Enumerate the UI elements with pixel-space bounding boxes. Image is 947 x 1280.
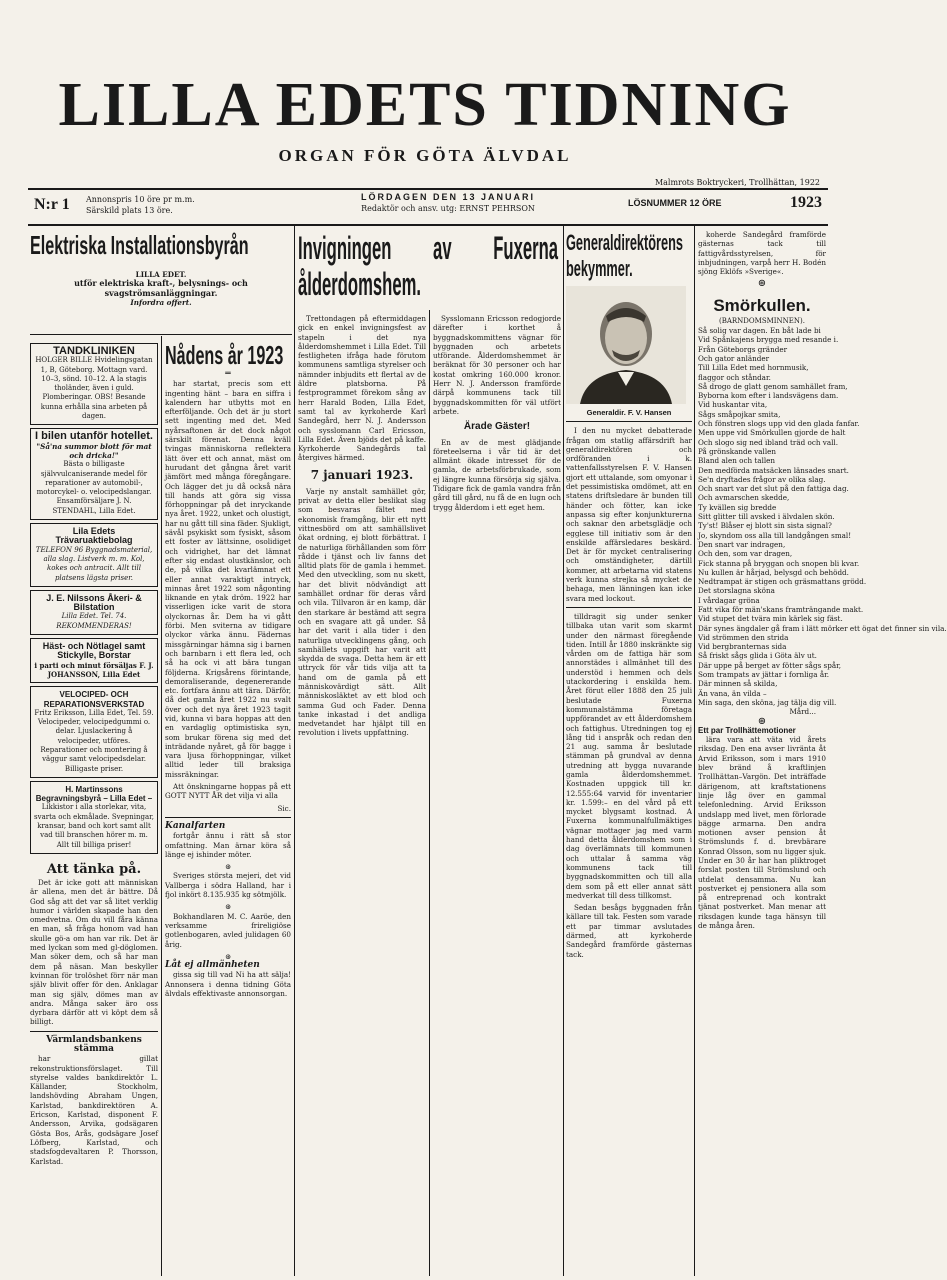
poem-line: Så drogo de glatt genom samhället fram, xyxy=(698,381,848,391)
ad-price-line-1: Annonspris 10 öre pr m.m. xyxy=(86,195,195,204)
newyear-wish: Att önskningarne hoppas på ett GOTT NYTT ÅR det vilja vi alla xyxy=(165,782,291,801)
ornament: ═ xyxy=(225,369,231,379)
poem-line: Bland alen och tallen xyxy=(698,456,776,466)
info-rule xyxy=(28,224,828,226)
poem-line: I vårdagar gröna xyxy=(698,595,760,605)
poem-line: Där synes ängdaler gå fram i lätt mörker ett ögat det finner sin vila. xyxy=(698,623,947,633)
poem-line: Fick stanna på bryggan och snopen bli kvar. xyxy=(698,558,860,568)
article-body: Det är icke gott att människan är allena, men det är bättre. Då God såg att det var så litet verklig humor i världen skapade han den omedvetna. Om du vill fåra känna en man, så fråga honom vad han skulle gö-a om han var rik. Det är med lyckan som med gl-döglomen. Man söker dem, och så har man dem på näsan. Man beskyller kvinnan för trolöshet förr när man själv blivit offer för den. Anklagar man sig själv, dömes man av andra. Många saker äro oss dyrbara därför att vi köpt dem så billigt. xyxy=(30,877,158,1027)
ad-body: HOLGER BILLE Hvidelingsgatan 1, B, Göteborg. Mottagn vard. 10–3, sönd. 10–12. A la stagis tholänder, även i guld. Plomberingar. OBS! Besande kunna erhålla sina arbeten på dagen. xyxy=(35,356,153,421)
issue-date: LÖRDAGEN DEN 13 JANUARI xyxy=(360,192,536,202)
newyear-head: Nådens år 1923 xyxy=(165,340,284,370)
poem-line: Och den, som var dragen, xyxy=(698,549,793,559)
ornament: ⊛ xyxy=(757,715,767,727)
poem-line: Så solig var dagen. En båt lade bi xyxy=(698,326,821,336)
ad-box xyxy=(30,428,158,520)
article-head: Att tänka på. xyxy=(46,861,142,877)
poem-line: Och gator anländer xyxy=(698,353,770,363)
article-body: Sedan besågs byggnaden från källare till tak. Festen som varade ett par timmar avslutades därmed, att kyrkoherde Sandegård framförde gästernas tack. xyxy=(566,903,692,959)
poem-line: Se'n dryftades frågor av olika slag. xyxy=(698,474,826,484)
article-head: Ärade Gäster! xyxy=(463,421,531,433)
poem-line: Och avmarschen skedde, xyxy=(698,493,790,503)
installation-ad-head: Elektriska Installationsbyrån xyxy=(30,230,249,260)
masthead-title: LILLA EDETS TIDNING xyxy=(58,71,792,139)
ad-box xyxy=(30,590,158,635)
article-body: gissa sig till vad Ni ha att sälja! Annonsera i denna tidning Göta älvdals effektivaste annonsorgan. xyxy=(165,970,291,998)
ad-body: Likkistor i alla storlekar, vita, svarta och ekmålade. Svepningar, kransar, band och kort samt allt vad till branschen hörer m. m. Allt till billiga priser! xyxy=(34,803,154,849)
poem-line: Sitt glitter till avsked i älvdalen skön. xyxy=(698,512,835,522)
poem-line: Den medförda matsäcken länsades snart. xyxy=(698,465,849,475)
column-divider xyxy=(294,226,295,1276)
poem-line: Vid stupet det tvära min kärlek sig fäst. xyxy=(698,614,843,624)
ad-body: TELEFON 96 Byggnadsmaterial, alla slag. Listverk m. m. Kol, kokes och antracit. Allt till platsens lägsta priser. xyxy=(35,545,153,582)
article-body: har gillat rekonstruktionsförslaget. Till styrelse valdes bankdirektör L. Källander, Stockholm, landshövding Abraham Ungen, Karlstad, bankdirektören A. Ericson, Karlstad, disponent F. Andersson, Arvika, godsägaren Gösta Bos, Arås, godsägare Josef Löfberg, Karlstad, och stadsfogdevaltaren P. Thorsson, Karlstad. xyxy=(30,1054,158,1166)
smorkullen-column xyxy=(698,230,947,1275)
speech-date-head: 7 januari 1923. xyxy=(310,467,414,482)
poem-line: Än vana, än vilda – xyxy=(698,688,767,698)
portrait-engraving xyxy=(566,286,686,404)
poem-line: Byborna kom efter i landsvägens dam. xyxy=(698,391,839,401)
poem-line: Jo, skyndom oss alla till landgången smal! xyxy=(698,530,852,540)
ads-column xyxy=(30,340,158,1275)
article-body: koherde Sandegård framförde gästernas tack till fattigvårdsstyrelsen, för inbjudningen, varpå herr H. Bodén sjöng Eklöfs »Sverige«. xyxy=(698,230,826,277)
poem-line: Vid strömmen den strida xyxy=(698,632,789,642)
portrait-caption: Generaldir. F. V. Hansen xyxy=(586,408,672,417)
ornament: ⊛ xyxy=(224,862,232,872)
poem-text xyxy=(698,326,947,707)
ad-head: Häst- och Nötlagel samt Stickylle, Borstar xyxy=(42,641,146,661)
portrait-image xyxy=(566,286,706,404)
single-copy-price: LÖSNUMMER 12 ÖRE xyxy=(628,198,722,208)
ad-body: i parti och minut försäljas F. J. JOHANSSON, Lilla Edet xyxy=(34,660,154,679)
column-divider xyxy=(563,226,564,1276)
poem-line: Vid huskantar vita, xyxy=(698,400,768,410)
poem-line: Så friskt sågs glida i Göta älv ut. xyxy=(698,651,817,661)
poem-line: Och slogo sig ned ibland träd och vall. xyxy=(698,437,838,447)
ornament: ⊛ xyxy=(224,951,232,961)
poem-line: Det storslagna sköna xyxy=(698,586,775,596)
poem-line: Och snart var det slut på den fattiga dag. xyxy=(698,484,849,494)
article-body: Sysslomann Ericsson redogjorde därefter i korthet å byggnadskommittens vägnar för byggnaden och arbetets utförande. Ålderdomshemmet är beräknat för 30 personer och har kostat omkring 160.000 kronor. Herr N. J. Andersson framförde därpå kommunens tack till byggnadskommitten för väl utfört arbete. xyxy=(433,314,561,416)
poem-line: Nedtrampat är stigen och gräsmattans grödd. xyxy=(698,577,867,587)
newyear-column xyxy=(165,340,291,1275)
article-body: I den nu mycket debatterade frågan om statlig affärsdrift har generaldirektören och ordföranden i k. vattenfallsstyrelsen F. V. Hansen gjort ett uttalande, som omyonar i det pessimistiska omdömet, att en statens driftsledare är bunden till händer och fötter, kan icke anpassa sig efter konjunkturerna och saknar den arbetsglädje och egglese till initiativ som är den enskilde affärsledares beskärd. Det är för mycket centralisering och omständigheter, därtill kommer, att arbetarna vid statens verk kunna strejka så mycket de behaga, men länningen kan icke svara med lockout. xyxy=(566,426,692,603)
poem-line: Till Lilla Edet med hornmusik, xyxy=(698,363,809,373)
article-head: Ett par Trollhättemotioner xyxy=(698,725,796,735)
article-body: Trettondagen på eftermiddagen gick en enkel invigningsfest av stapeln i det nya ålderdomshemmet i Lilla Edet. Till festligheten ifråga hade förutom kommunens samtliga styrelser och nämnder inbjudits ett flertal av de äldre platsborna. På festprogrammet förekom sång av herr Harald Boden, Lilla Edet, samt tal av kyrkoherde Karl Sandegård, herr N. J. Andersson och sysslomann Carl Ericsson, Lilla Edet. Även bjöds det på kaffe. Kyrkoherde Sandegårds tal återgives härmed. xyxy=(298,314,426,463)
ad-head: TANDKLINIKEN xyxy=(53,345,135,357)
poem-title: Smörkullen. xyxy=(713,295,811,315)
section-rule xyxy=(165,817,291,818)
printer-credit: Malmrots Boktryckeri, Trollhättan, 1922 xyxy=(654,178,820,187)
invigning-col-b xyxy=(433,314,561,1274)
poem-line: Från Göteborgs gränder xyxy=(698,344,788,354)
poem-line: På grönskande vallen xyxy=(698,446,776,456)
newyear-body: har startat, precis som ett ingenting hänt – bara en siffra i kalendern har utbytts mot en efterföljande. Och det är ju stort sett ingenting med det. Med nyårsaftonen är det dock något särskilt förenat. Denna kväll tvingas människorna reflektera lätt över ett och annat, mäst om hurudant det gångna året varit jämfört med många föregångare. Och lägger det ju då också nära till hands att göra sig vissa förhoppningar på det inryckande nya året. 1922, unket och olustigt, har nu gått till sina fäder. Sjukligt, sävål psykiskt som fysiskt, såsom ett foster av lättsinne, osolidiget och vidrighet, har det lämnat efter sig endast olustkänslor, och de, på vilka det kvarlämnat ett eller annat varaktigt intryck, minnas året 1922 som någonting liknande en ytak dröm. 1922 har visserligen icke varit de stora olyckornas år. Dem ha vi gått förbi. Men sviterna av tidigare olyckor värka ännu. Fädernas missgärningar hämna sig i barnen och barnbarn i ett flera led, och så ha ock vi att bära tungan följderna. Krigsårens förintande, demoraliserande, degenererande etc. fortfara ännu att tära. Därför, då det gamla året 1922 nu svalt över och det nya året 1923 tagit vid, kunna vi bara hoppas att den en vardaglig optimistiska syn, som brukar förena sig med det inträdande nyåret, gå för bagge i vara ljusa förhoppningar, vilket alltid leder till braksiga missräkningar. xyxy=(165,379,291,779)
ad-head: J. E. Nilssons Åkeri- & Bilstation xyxy=(46,592,142,613)
article-head: Värmlandsbankens stämma xyxy=(46,1034,142,1054)
ad-quote: "Så'na summor blott för mat och dricka!" xyxy=(36,441,152,460)
ornament: ⊛ xyxy=(757,278,767,290)
section-rule xyxy=(30,1031,158,1032)
masthead-subtitle: ORGAN FÖR GÖTA ÄLVDAL xyxy=(278,146,572,165)
ad-head: VELOCIPED- OCH REPARATIONSVERKSTAD xyxy=(43,690,145,709)
editor-line: Redaktör och ansv. utg: ERNST PEHRSON xyxy=(361,204,535,213)
article-body: Sveriges största mejeri, det vid Vallberga i södra Halland, har i fjol inkört 8.135.935 kg sötmjölk. xyxy=(165,871,291,900)
invigning-head: Invigningen av Fuxerna ålderdomshem. xyxy=(298,230,558,302)
poem-line: Och fönstren slogs upp vid den glada fanfar. xyxy=(698,419,860,429)
poem-line: Ty'st! Blåser ej blott sin sista signal? xyxy=(698,521,832,531)
ad-box xyxy=(30,523,158,587)
info-bar xyxy=(28,190,828,222)
article-head: Låt ej allmänheten xyxy=(165,960,260,971)
article-head: Kanalfarten xyxy=(165,820,226,831)
poem-line: Sågs småpojkar smita, xyxy=(698,409,781,419)
generaldirektor-head: Generaldirektörens bekymmer. xyxy=(566,230,684,281)
poem-line: Där minnen så skilda, xyxy=(698,679,778,689)
poem-line: Ty kvällen sig bredde xyxy=(698,502,777,512)
poem-subtitle: (BARNDOMSMINNEN). xyxy=(718,316,805,325)
ad-price-line-2: Särskild plats 13 öre. xyxy=(86,206,173,215)
poem-line: Fatt vika för män'skans framträngande makt. xyxy=(698,604,864,614)
poem-line: Nu kullen är hårjad, belysgd och behödd. xyxy=(698,567,849,577)
poem-line: Men uppe vid Smörkullen gjorde de halt xyxy=(698,428,846,438)
issue-year: 1923 xyxy=(790,194,822,211)
poem-line: Min saga, den sköna, jag tälja dig vill. xyxy=(698,697,837,707)
generaldirektor-column xyxy=(566,230,692,1275)
ad-price-info xyxy=(86,194,195,216)
ad-box xyxy=(30,781,158,854)
article-body: lära vara att väta vid årets riksdag. Den ena avser livränta åt Arvid Eriksson, som i mars 1910 blev bränd å kraftlinjen Trollhättan–Vargön. Det inträffade därigenom, att kraftstationens linje låg över en gammal telefonledning. Arvid Eriksson undslapp med livet, men förlorade bägge armarna. Den andra motionen avser pension åt Strömslunds f. d. brevbärare Konrad Olsson, som nu ligger sjuk. Under en 30 år har han pliktroget forslat posten till Strömslund och utdelat densamma. Nu kan postverket ej pensionera alla som på entreprenad och kontrakt tjänat postverket. Man menar att riksdagen kunde taga hänsyn till de många åren. xyxy=(698,735,826,931)
section-rule xyxy=(566,421,692,422)
poem-sign: Mård... xyxy=(789,707,816,717)
article-body: En av de mest glädjande företeelserna i vår tid är det allmänt ökade intresset för de gamla, de arbetsförbrukade, som ej längre kunna försörja sig själva. Tidigare fick de gamla vandra från gård till gård, nu få de en lugn och trygg ålderdom i ett eget hem. xyxy=(433,437,561,512)
ad-body: Fritz Eriksson, Lilla Edet, Tel. 59. Velocipeder, velocipedgummi o. delar. Ljuslackering å velocipeder, utföres. Reparationer och montering å väggur samt velocipedsdelar. Billigaste priser. xyxy=(34,708,154,773)
poem-line: Som trampats av jättar i fornliga år. xyxy=(698,670,830,680)
ad-head: I bilen utanför hotellet. xyxy=(35,430,153,443)
poem-line: Vid Spånkajens brygga med resande i. xyxy=(698,335,839,345)
installation-ad-cta: Infordra offert. xyxy=(130,297,192,307)
article-body: Varje ny anstalt samhället gör, privat av detta eller beslikat slag som besvaras fältet med ekonomisk framgång, blir ett nytt vittnesbörd om att samhällslivet ökat ordning, ej blott förbättrat. I de naturliga förhållanden som förr rådde i tjänst och liv fanns det alltid plats för de gamla i hemmet. Med den utveckling, som nu skett, har det blivit nödvändigt att samhället ordnar för deras vård och vila. Tillvaron är en kamp, där den starkare är bestämd att segra och en svagare att gå under. Så har det varit i alla tider i den naturliga utvecklingens gång, och samhällets uppgift har varit att skydda de svaga. Detta hem är ett uttryck för vår tids vilja att ta hand om de gamla på ett människovärdigt sätt. Allt människosläktet av ett blod och samma Gud och Fader. Denna tanke inkastad i det andliga medvetandet har hjälpt till en revolution i livets uppfattning. xyxy=(298,486,426,738)
column-divider xyxy=(429,310,430,1276)
ad-body: Bästa o billigaste självvulcaniserande medel för reparationer av automobil-, motorcykel- o. velocipedslangar. Ensamförsäljare J. N. STENDAHL, Lilla Edet. xyxy=(36,460,152,515)
ad-box xyxy=(30,343,158,425)
poem-line: Där uppe på berget av fötter sågs spår, xyxy=(698,660,842,670)
article-body: tilldragit sig under senker tillbaka utan varit som skarmt under den närmast föregående tiden. Intill år 1880 inskränkte sig vården om de fattiga här som annorstädes i allmänhet till des understöd i hemmen och dels utackordering i enskilda hem. Året förut eller 1888 den 25 juli beslutade Fuxerna kommunalstämma företaga uppförandet av ett ålderdomshem och fattighus. Utredningen tog ej lång tid i anspråk och redan den 21 aug. samma år beslutade stämman på grundval av denna utredning att bygga nuvarande gamla ålderdomshemmet. Kostnaden uppgick till kr. 12.555:64 varvid för inventarier kr. 1.599:– en del vård på ett mycket blygsamt kostnad. A Fuxerna kommunalfullmäktiges vägnar mottager jag med varm hand detta ålderdomshem som i dag överlämnats till kommunen och uttalar å samma väg kommunens tack till byggnadskommitten och till alla dem som på ett eller annat sätt medverkat till dess tillkomst. xyxy=(566,611,692,900)
article-body: Bokhandlaren M. C. Aaröe, den verksamme frireligiöse gotlenbogaren, avled julidagen 60 årig. xyxy=(165,911,291,949)
invigning-col-a xyxy=(298,314,426,1274)
ad-head: Lila Edets Trävaruaktiebolag xyxy=(55,526,133,546)
ad-body: Lilla Edet. Tel. 74. REKOMMENDERAS! xyxy=(56,612,132,630)
poem-line: Den snart var indragen, xyxy=(698,539,786,549)
section-rule xyxy=(30,334,292,335)
column-divider xyxy=(161,336,162,1276)
poem-line: Vid bergbranternas sida xyxy=(698,642,787,652)
installation-ad xyxy=(30,230,292,335)
section-rule xyxy=(566,607,692,608)
poem-line: flaggor och ståndar. xyxy=(698,372,771,382)
issue-number: N:r 1 xyxy=(34,196,70,213)
invigning-head-box xyxy=(298,230,561,310)
ad-box xyxy=(30,686,158,778)
installation-ad-services: utför elektriska kraft-, belysnings- och svagströmsanläggningar. xyxy=(74,278,248,298)
article-body: fortgår ännu i rätt så stor omfattning. Man ärnar köra så länge ej ishinder möter. xyxy=(165,831,291,859)
ornament: ⊛ xyxy=(224,902,232,912)
newyear-sign: Sic. xyxy=(277,803,291,813)
ad-head: H. Martinssons Begravningsbyrå – Lilla Edet – xyxy=(35,784,153,804)
ad-box xyxy=(30,638,158,683)
installation-ad-location: LILLA EDET. xyxy=(135,270,187,279)
